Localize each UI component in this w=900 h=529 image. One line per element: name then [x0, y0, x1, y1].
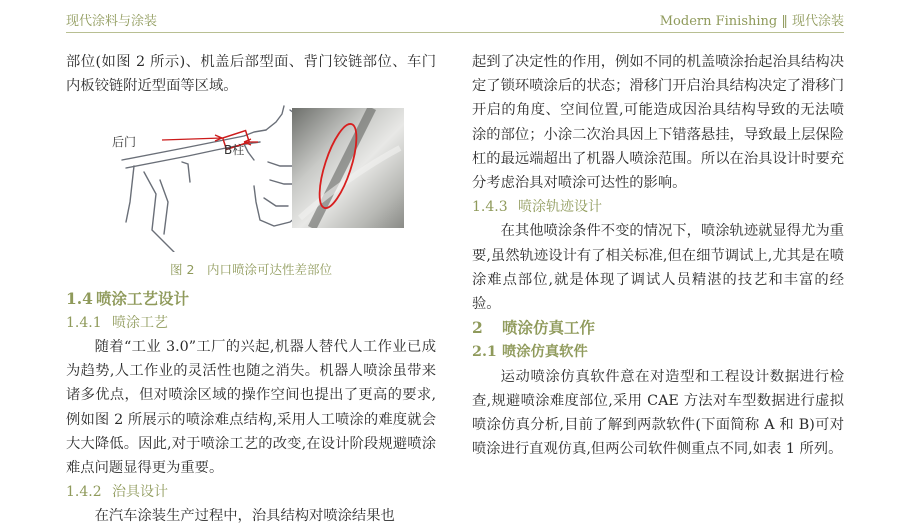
section-1-4-3-number: 1.4.3	[472, 199, 508, 216]
section-1-4-1-title: 喷涂工艺	[112, 314, 168, 331]
left-paragraph-2: 随着“工业 3.0”工厂的兴起,机器人替代人工作业已成为趋势,人工作业的灵活性也随之消失。机器人喷涂虽带来诸多优点，但对喷涂区域的操作空间也提出了更高的要求,例如图 2 所展示的喷涂难点结构,采用人工喷涂的难度就会大大降低。因此,对于喷涂工艺的改变,在设计阶段规避喷涂难点问题显得更为重要。	[66, 339, 436, 477]
figure-2-diagram	[104, 102, 314, 252]
right-paragraph-2: 在其他喷涂条件不变的情况下，喷涂轨迹就显得尤为重要,虽然轨迹设计有了相关标准,但在细节调试上,尤其是在喷涂难点部位,就是体现了调试人员精湛的技艺和丰富的经验。	[472, 223, 844, 313]
journal-subtitle: Modern Finishing ‖ 现代涂装	[659, 14, 844, 29]
label-b-pillar: B柱	[224, 143, 245, 158]
section-1-4-number: 1.4	[66, 288, 93, 308]
section-1-4-3-heading	[472, 195, 844, 219]
section-2-1-heading	[472, 340, 844, 364]
section-2-heading	[472, 316, 844, 340]
header-rule	[66, 32, 844, 33]
section-1-4-3-title: 喷涂轨迹设计	[518, 199, 602, 216]
left-paragraph-3: 在汽车涂装生产过程中，治具结构对喷涂结果也	[94, 508, 395, 525]
section-1-4-title: 喷涂工艺设计	[96, 288, 190, 308]
figure-2-caption: 图 2 内口喷涂可达性差部位	[170, 262, 332, 278]
journal-title: 现代涂料与涂装	[66, 14, 158, 29]
section-2-number: 2	[472, 318, 483, 338]
section-1-4-2-heading	[66, 480, 436, 504]
section-1-4-2-number: 1.4.2	[66, 484, 102, 501]
right-paragraph-1: 起到了决定性的作用，例如不同的机盖喷涂抬起治具结构决定了锁环喷涂后的状态；滑移门开启治具结构决定了滑移门开启的角度、空间位置,可能造成因治具结构导致的无法喷涂的部位；小涂二次治具因上下错落悬挂，导致最上层保险杠的最远端超出了机器人喷涂范围。所以在治具设计时要充分考虑治具对喷涂可达性的影响。	[472, 54, 844, 192]
section-1-4-1-heading	[66, 311, 436, 335]
arrow-door	[162, 138, 222, 140]
section-2-title: 喷涂仿真工作	[502, 318, 596, 338]
left-paragraph-1: 部位(如图 2 所示)、机盖后部型面、背门铰链部位、车门内板铰链附近型面等区域。	[66, 54, 436, 95]
label-rear-door: 后门	[112, 135, 137, 150]
right-paragraph-3: 运动喷涂仿真软件意在对造型和工程设计数据进行检查,规避喷涂难度部位,采用 CAE 方法对车型数据进行虚拟喷涂仿真分析,目前了解到两款软件(下面简称 A 和 B)可对喷涂进行直观仿真,但两公司软件侧重点不同,如表 1 所列。	[472, 368, 844, 458]
section-1-4-1-number: 1.4.1	[66, 314, 102, 331]
section-1-4-2-title: 治具设计	[112, 484, 168, 501]
section-2-1-number: 2.1	[472, 344, 497, 361]
figure-2-photo	[292, 108, 404, 228]
right-column	[472, 50, 844, 461]
pillar-line	[144, 172, 174, 252]
left-column	[66, 50, 436, 529]
section-1-4-heading	[66, 287, 436, 311]
section-2-1-title: 喷涂仿真软件	[502, 344, 588, 361]
photo-overlay	[292, 108, 404, 228]
figure-2	[66, 102, 436, 256]
